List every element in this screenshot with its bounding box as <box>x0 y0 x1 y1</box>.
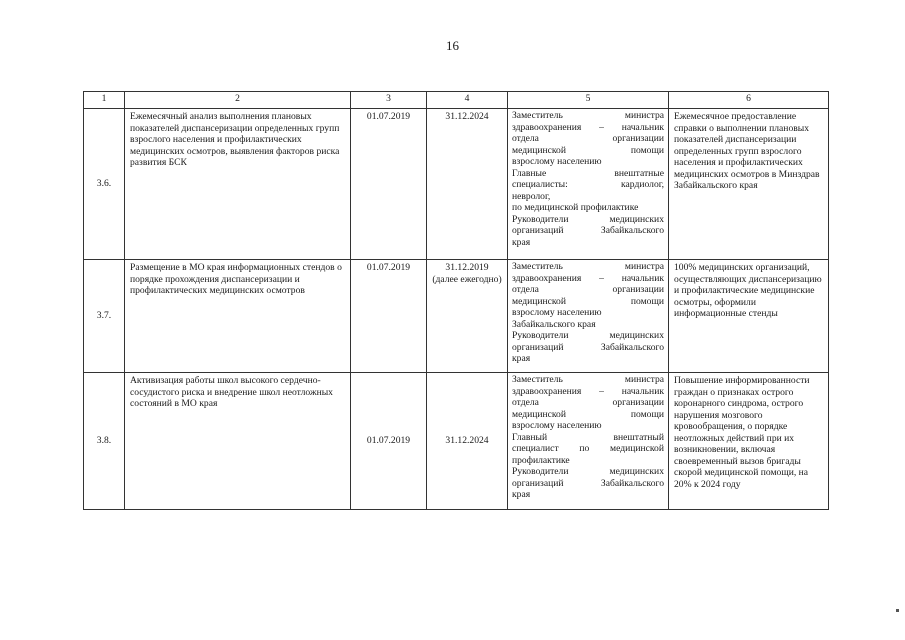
responsible-line: Руководители медицинских <box>512 213 664 225</box>
responsible-line: организаций Забайкальского <box>512 225 664 236</box>
responsible-line: взрослому населению <box>512 420 602 431</box>
item-number: 3.7. <box>84 260 125 373</box>
responsible-cell <box>508 260 669 373</box>
task-description: Ежемесячный анализ выполнения плановых показателей диспансеризации определенных групп взрослого населения и профилактических медицинских осмотров, выявления факторов риска развития БСК <box>125 109 351 260</box>
responsible-line: организаций Забайкальского <box>512 341 664 353</box>
column-header: 6 <box>669 92 829 109</box>
responsible-line: отдела организации <box>512 284 664 295</box>
column-header: 1 <box>84 92 125 109</box>
end-date: 31.12.2024 <box>427 373 508 510</box>
item-number: 3.8. <box>84 373 125 510</box>
page-number: 16 <box>446 38 459 53</box>
expected-result: Повышение информированности граждан о признаках острого коронарного синдрома, острого нарушения мозгового кровообращения, о порядке неотложных действий при их возникновении, включая своевременный вызов бригады скорой медицинской помощи, на 20% к 2024 году <box>669 373 829 510</box>
responsible-line: Главные внештатные <box>512 167 664 179</box>
task-description: Активизация работы школ высокого сердечно-сосудистого риска и внедрение школ неотложных состояний в МО края <box>125 373 351 510</box>
responsible-line: взрослому населению <box>512 307 602 318</box>
responsible-line: по медицинской профилактике <box>512 202 639 213</box>
responsible-line: здравоохранения – начальник <box>512 121 664 133</box>
scan-artifact <box>896 609 899 612</box>
end-date: 31.12.2024 <box>427 109 508 260</box>
responsible-cell <box>508 109 669 260</box>
end-date: 31.12.2019 <box>445 262 489 273</box>
column-header: 3 <box>351 92 427 109</box>
responsible-line: Главный внештатный <box>512 431 664 443</box>
plan-table <box>83 91 829 510</box>
start-date: 01.07.2019 <box>351 373 427 510</box>
table-row <box>84 260 829 373</box>
responsible-line: Заместитель министра <box>512 261 664 272</box>
responsible-line: специалисты: кардиолог, <box>512 179 664 190</box>
table-header-row <box>84 92 829 109</box>
responsible-line: специалист по медицинской <box>512 443 664 454</box>
column-header: 5 <box>508 92 669 109</box>
responsible-line: отдела организации <box>512 133 664 144</box>
responsible-line: Заместитель министра <box>512 110 664 121</box>
responsible-line: Руководители медицинских <box>512 330 664 341</box>
responsible-line: Заместитель министра <box>512 374 664 385</box>
table-row <box>84 373 829 510</box>
expected-result: Ежемесячное предоставление справки о выполнении плановых показателей диспансеризации определенных групп взрослого населения и профилактических медицинских осмотров в Минздрав Забайкальского края <box>669 109 829 260</box>
responsible-line: медицинской помощи <box>512 408 664 420</box>
responsible-line: невролог, <box>512 190 551 202</box>
responsible-line: Забайкальского края <box>512 318 596 330</box>
column-header: 4 <box>427 92 508 109</box>
responsible-line: медицинской помощи <box>512 295 664 307</box>
column-header: 2 <box>125 92 351 109</box>
responsible-line: отдела организации <box>512 397 664 408</box>
responsible-line: Руководители медицинских <box>512 466 664 477</box>
responsible-line: профилактике <box>512 454 570 466</box>
end-date-cell <box>427 260 508 373</box>
responsible-cell <box>508 373 669 510</box>
responsible-line: организаций Забайкальского <box>512 477 664 489</box>
responsible-line: края <box>512 236 531 248</box>
responsible-line: медицинской помощи <box>512 144 664 156</box>
start-date: 01.07.2019 <box>351 109 427 260</box>
end-date-note: (далее ежегодно) <box>432 273 502 285</box>
item-number: 3.6. <box>84 109 125 260</box>
responsible-line: здравоохранения – начальник <box>512 385 664 397</box>
table-row <box>84 109 829 260</box>
responsible-line: здравоохранения – начальник <box>512 272 664 284</box>
start-date: 01.07.2019 <box>351 260 427 373</box>
expected-result: 100% медицинских организаций, осуществляющих диспансеризацию и профилактические медицинские осмотры, оформили информационные стенды <box>669 260 829 373</box>
responsible-line: края <box>512 353 531 364</box>
responsible-line: края <box>512 489 531 500</box>
task-description: Размещение в МО края информационных стендов о порядке прохождения диспансеризации и профилактических медицинских осмотров <box>125 260 351 373</box>
responsible-line: взрослому населению <box>512 156 602 167</box>
